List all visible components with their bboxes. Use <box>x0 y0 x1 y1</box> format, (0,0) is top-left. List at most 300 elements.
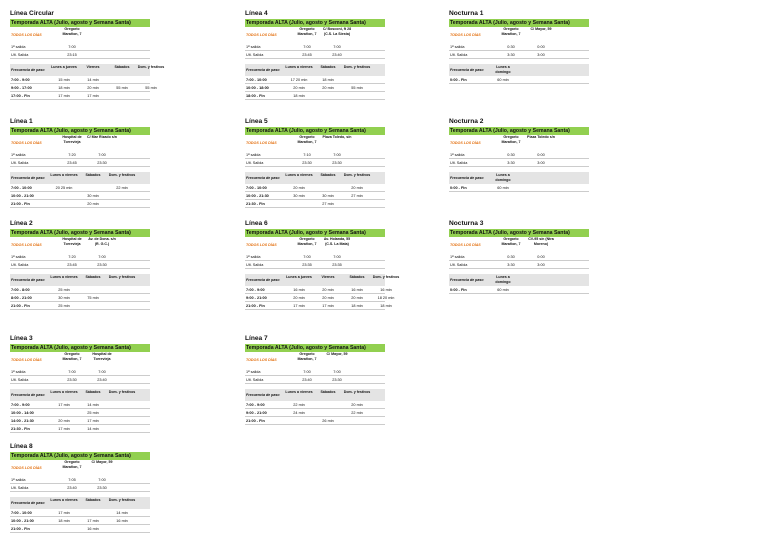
route-title: Línea 1 <box>10 118 33 125</box>
frequency-value: 25 min <box>58 303 70 308</box>
stop-name: Gregorio Marañon, 7 <box>62 460 82 469</box>
departure-time: 3:00 <box>537 52 545 57</box>
time-range: 10:00 - 21:00 <box>11 518 34 523</box>
departure-time: 7:00 <box>98 254 106 259</box>
time-range: 0:00 - Fin <box>450 287 467 292</box>
frequency-column-header: Dom. y festivos <box>108 173 136 177</box>
stop-name: Gregorio Marañon, 7 <box>297 352 317 361</box>
season-header: Temporada ALTA (Julio, agosto y Semana Santa) <box>449 229 589 237</box>
route-title: Nocturna 2 <box>449 118 484 125</box>
route-block <box>10 443 150 533</box>
frequency-column-header: Sábados <box>114 65 130 69</box>
stops-header <box>10 27 150 43</box>
time-range: 21:00 - Fin <box>246 303 265 308</box>
frequency-column-header: Sábados <box>349 275 365 279</box>
frequency-value: 20 min <box>351 185 363 190</box>
frequency-value: 27 min <box>351 193 363 198</box>
frequency-value: 22 min <box>293 402 305 407</box>
first-departure-row <box>245 151 385 159</box>
frequency-label: Frecuencia de paso <box>246 278 280 282</box>
frequency-row <box>245 417 385 425</box>
departure-time: 23:45 <box>67 262 77 267</box>
frequency-label: Frecuencia de paso <box>450 278 484 282</box>
frequency-value: 20 min <box>293 295 305 300</box>
time-range: 7:00 - 10:00 <box>11 185 32 190</box>
frequency-label: Frecuencia de paso <box>11 501 45 505</box>
frequency-header <box>245 172 385 184</box>
frequency-value: 55 min <box>351 85 363 90</box>
row-label: Ult. Salida <box>246 52 264 57</box>
frequency-row <box>10 294 150 302</box>
time-range: 7:00 - 9:00 <box>11 402 30 407</box>
route-block <box>449 118 589 192</box>
departure-time: 7:00 <box>333 254 341 259</box>
departure-time: 23:30 <box>302 160 312 165</box>
time-range: 14:00 - 21:30 <box>11 418 34 423</box>
frequency-value: 14 min <box>87 426 99 431</box>
row-label: Ult. Salida <box>11 485 29 490</box>
route-block <box>245 335 385 425</box>
row-label: 1ª salida <box>11 477 26 482</box>
departure-time: 23:35 <box>302 262 312 267</box>
frequency-label: Frecuencia de paso <box>11 176 45 180</box>
frequency-header <box>10 497 150 509</box>
last-departure-row <box>449 51 589 59</box>
departure-time: 0:30 <box>507 44 515 49</box>
time-range: 17:00 - Fin <box>11 93 30 98</box>
frequency-column-header: Dom. y festivos <box>372 275 400 279</box>
stop-name: Av. de Dona. s/n (R. G.C.) <box>88 237 116 246</box>
row-label: Ult. Salida <box>11 262 29 267</box>
time-range: 7:00 - 9:00 <box>11 77 30 82</box>
frequency-value: 30 min <box>322 193 334 198</box>
time-range: 10:00 - 18:00 <box>246 85 269 90</box>
frequency-value: 60 min <box>497 185 509 190</box>
route-title: Línea 5 <box>245 118 268 125</box>
frequency-value: 55 min <box>145 85 157 90</box>
departure-time: 23:35 <box>332 262 342 267</box>
time-range: 10:00 - 21:00 <box>11 193 34 198</box>
all-days-label: TODOS LOS DÍAS <box>11 33 42 37</box>
stops-header <box>10 460 150 476</box>
departure-time: 0:00 <box>537 44 545 49</box>
route-block <box>10 10 165 100</box>
departure-time: 3:00 <box>537 262 545 267</box>
stops-header <box>449 237 589 253</box>
route-block <box>449 220 589 294</box>
frequency-column-header: Dom. y festivos <box>137 65 165 69</box>
all-days-label: TODOS LOS DÍAS <box>246 33 277 37</box>
last-departure-row <box>245 51 385 59</box>
frequency-value: 18 min <box>58 85 70 90</box>
stop-name: Gregorio Marañon, 7 <box>297 27 317 36</box>
frequency-column-header: Lunes a domingo <box>495 275 511 284</box>
all-days-label: TODOS LOS DÍAS <box>11 141 42 145</box>
all-days-label: TODOS LOS DÍAS <box>450 243 481 247</box>
season-header: Temporada ALTA (Julio, agosto y Semana Santa) <box>10 344 150 352</box>
frequency-label: Frecuencia de paso <box>11 278 45 282</box>
departure-time: 7:00 <box>303 369 311 374</box>
route-title: Línea 2 <box>10 220 33 227</box>
departure-time: 7:20 <box>68 152 76 157</box>
frequency-value: 18 min <box>58 518 70 523</box>
frequency-row <box>10 401 150 409</box>
frequency-value: 20 min <box>322 85 334 90</box>
frequency-column-header: Lunes a viernes <box>50 275 78 279</box>
frequency-column-header: Lunes a domingo <box>495 65 511 74</box>
route-title: Línea 3 <box>10 335 33 342</box>
frequency-value: 17 min <box>58 426 70 431</box>
route-title: Línea 4 <box>245 10 268 17</box>
frequency-row <box>10 417 150 425</box>
route-title: Línea 8 <box>10 443 33 450</box>
route-block <box>449 10 589 84</box>
departure-time: 23:45 <box>67 160 77 165</box>
frequency-row <box>245 401 385 409</box>
season-header: Temporada ALTA (Julio, agosto y Semana Santa) <box>449 19 589 27</box>
departure-time: 7:00 <box>98 477 106 482</box>
frequency-header <box>245 64 385 76</box>
row-label: Ult. Salida <box>11 52 29 57</box>
row-label: 1ª salida <box>11 44 26 49</box>
stops-header <box>245 135 385 151</box>
stop-name: Gregorio Marañon, 7 <box>62 27 82 36</box>
frequency-row <box>245 302 392 310</box>
frequency-column-header: Lunes a viernes <box>50 390 78 394</box>
departure-time: 3:30 <box>507 160 515 165</box>
row-label: 1ª salida <box>450 44 465 49</box>
stops-header <box>245 237 385 253</box>
last-departure-row <box>10 376 150 384</box>
time-range: 0:00 - Fin <box>450 77 467 82</box>
frequency-value: 30 min <box>58 295 70 300</box>
time-range: 21:00 - Fin <box>246 418 265 423</box>
frequency-label: Frecuencia de paso <box>11 68 45 72</box>
row-label: 1ª salida <box>246 152 261 157</box>
first-departure-row <box>10 151 150 159</box>
frequency-value: 20 min <box>322 287 334 292</box>
frequency-row <box>245 76 385 84</box>
frequency-column-header: Sábados <box>85 173 101 177</box>
season-header: Temporada ALTA (Julio, agosto y Semana Santa) <box>10 127 150 135</box>
stop-name: C/ Mar Rizado s/n <box>87 135 117 139</box>
frequency-value: 17 min <box>58 402 70 407</box>
frequency-column-header: Sábados <box>85 498 101 502</box>
first-departure-row <box>245 43 385 51</box>
row-label: 1ª salida <box>11 254 26 259</box>
departure-time: 0:00 <box>537 254 545 259</box>
frequency-value: 18 min <box>351 303 363 308</box>
stops-header <box>245 27 385 43</box>
frequency-header <box>10 274 150 286</box>
stop-name: Plaza Toledo s/n <box>527 135 555 139</box>
row-label: 1ª salida <box>450 152 465 157</box>
frequency-column-header: Sábados <box>320 65 336 69</box>
frequency-row <box>10 409 150 417</box>
frequency-value: 27 min <box>322 201 334 206</box>
frequency-row <box>10 517 150 525</box>
departure-time: 7:00 <box>68 369 76 374</box>
departure-time: 23:40 <box>332 52 342 57</box>
route-block <box>245 10 385 100</box>
frequency-row <box>449 184 589 192</box>
all-days-label: TODOS LOS DÍAS <box>450 33 481 37</box>
stop-name: Gregorio Marañon, 7 <box>62 352 82 361</box>
last-departure-row <box>449 159 589 167</box>
departure-time: 7:00 <box>98 152 106 157</box>
stop-name: Av. Holanda, 55 (C.S. La Mata) <box>323 237 351 246</box>
departure-time: 0:30 <box>507 254 515 259</box>
season-header: Temporada ALTA (Julio, agosto y Semana Santa) <box>10 452 150 460</box>
frequency-value: 20 25 min <box>55 185 73 190</box>
frequency-label: Frecuencia de paso <box>246 176 280 180</box>
departure-time: 23:40 <box>97 377 107 382</box>
frequency-value: 17 min <box>322 303 334 308</box>
stop-name: C/ Mayor, 59 <box>530 27 552 31</box>
frequency-row <box>10 92 150 100</box>
stop-name: Gregorio Marañon, 7 <box>501 27 521 36</box>
route-title: Línea 6 <box>245 220 268 227</box>
departure-time: 7:00 <box>68 44 76 49</box>
stop-name: Hospital de Torrevieja <box>62 237 82 246</box>
departure-time: 7:10 <box>303 152 311 157</box>
frequency-value: 60 min <box>497 287 509 292</box>
frequency-row <box>10 192 150 200</box>
first-departure-row <box>10 368 150 376</box>
frequency-value: 20 min <box>351 295 363 300</box>
departure-time: 23:30 <box>97 262 107 267</box>
frequency-column-header: Lunes a viernes <box>50 498 78 502</box>
frequency-value: 24 min <box>293 410 305 415</box>
all-days-label: TODOS LOS DÍAS <box>11 243 42 247</box>
frequency-column-header: Lunes a jueves <box>286 275 312 279</box>
time-range: 21:00 - Fin <box>11 303 30 308</box>
last-departure-row <box>10 261 150 269</box>
frequency-value: 20 min <box>351 402 363 407</box>
row-label: Ult. Salida <box>450 262 468 267</box>
route-title: Línea Circular <box>10 10 54 17</box>
stop-name: Hospital de Torrevieja <box>92 352 112 361</box>
frequency-row <box>10 425 150 433</box>
frequency-value: 17 min <box>58 510 70 515</box>
time-range: 21:30 - Fin <box>246 201 265 206</box>
stop-name: Gregorio Marañon, 7 <box>501 237 521 246</box>
row-label: Ult. Salida <box>11 377 29 382</box>
last-departure-row <box>245 159 385 167</box>
departure-time: 23:40 <box>302 377 312 382</box>
frequency-row <box>10 76 150 84</box>
time-range: 7:00 - 10:00 <box>246 185 267 190</box>
first-departure-row <box>10 253 150 261</box>
frequency-column-header: Lunes a jueves <box>51 65 77 69</box>
frequency-row <box>10 509 150 517</box>
time-range: 10:00 - 21:30 <box>246 193 269 198</box>
season-header: Temporada ALTA (Julio, agosto y Semana Santa) <box>245 344 385 352</box>
first-departure-row <box>245 368 385 376</box>
frequency-row <box>10 525 150 533</box>
frequency-row <box>10 200 150 208</box>
frequency-row <box>245 192 385 200</box>
frequency-label: Frecuencia de paso <box>11 393 45 397</box>
time-range: 7:00 - 10:00 <box>11 510 32 515</box>
frequency-row <box>245 294 395 302</box>
frequency-label: Frecuencia de paso <box>246 393 280 397</box>
stop-name: CV-95 s/n (Ntra Moreno) <box>528 237 554 246</box>
frequency-value: 14 min <box>87 402 99 407</box>
frequency-value: 20 min <box>293 185 305 190</box>
frequency-column-header: Viernes <box>321 275 335 279</box>
frequency-value: 30 min <box>87 193 99 198</box>
stops-header <box>10 352 150 368</box>
frequency-row <box>449 286 589 294</box>
time-range: 8:00 - 21:00 <box>11 295 32 300</box>
row-label: Ult. Salida <box>450 52 468 57</box>
frequency-value: 15 min <box>58 77 70 82</box>
first-departure-row <box>449 253 589 261</box>
frequency-value: 25 min <box>58 287 70 292</box>
departure-time: 23:30 <box>332 377 342 382</box>
frequency-row <box>245 409 385 417</box>
frequency-label: Frecuencia de paso <box>450 68 484 72</box>
frequency-header <box>449 172 589 184</box>
frequency-value: 18 min <box>293 93 305 98</box>
row-label: Ult. Salida <box>450 160 468 165</box>
frequency-column-header: Dom. y festivos <box>343 65 371 69</box>
frequency-row <box>245 286 392 294</box>
frequency-value: 17 min <box>87 518 99 523</box>
frequency-row <box>10 302 150 310</box>
frequency-value: 25 min <box>87 410 99 415</box>
frequency-label: Frecuencia de paso <box>450 176 484 180</box>
frequency-value: 20 min <box>87 201 99 206</box>
frequency-value: 17 min <box>87 93 99 98</box>
frequency-value: 16 min <box>351 287 363 292</box>
frequency-value: 22 min <box>351 410 363 415</box>
all-days-label: TODOS LOS DÍAS <box>11 358 42 362</box>
frequency-value: 17 20 min <box>290 77 308 82</box>
row-label: 1ª salida <box>246 254 261 259</box>
frequency-value: 17 min <box>87 418 99 423</box>
all-days-label: TODOS LOS DÍAS <box>246 141 277 145</box>
time-range: 21:30 - Fin <box>11 426 30 431</box>
route-block <box>245 118 385 208</box>
frequency-row <box>10 184 150 192</box>
all-days-label: TODOS LOS DÍAS <box>246 243 277 247</box>
time-range: 9:00 - 17:00 <box>11 85 32 90</box>
departure-time: 23:15 <box>67 52 77 57</box>
stop-name: C/ Bosconi, ft 28 (C.S. La Siesta) <box>322 27 352 36</box>
departure-time: 23:30 <box>67 377 77 382</box>
time-range: 0:00 - Fin <box>450 185 467 190</box>
frequency-value: 17 min <box>293 303 305 308</box>
season-header: Temporada ALTA (Julio, agosto y Semana Santa) <box>245 127 385 135</box>
frequency-column-header: Lunes a domingo <box>495 173 511 182</box>
frequency-header <box>449 274 589 286</box>
stop-name: C/ Mayor, 59 <box>326 352 348 356</box>
frequency-column-header: Sábados <box>85 390 101 394</box>
frequency-column-header: Viernes <box>86 65 100 69</box>
frequency-value: 16 min <box>293 287 305 292</box>
frequency-column-header: Sábados <box>320 173 336 177</box>
frequency-row <box>10 84 157 92</box>
frequency-value: 17 min <box>58 93 70 98</box>
season-header: Temporada ALTA (Julio, agosto y Semana Santa) <box>245 19 385 27</box>
departure-time: 0:00 <box>537 152 545 157</box>
row-label: Ult. Salida <box>11 160 29 165</box>
first-departure-row <box>245 253 385 261</box>
frequency-header <box>10 389 150 401</box>
frequency-header <box>245 274 400 286</box>
frequency-column-header: Lunes a viernes <box>285 173 313 177</box>
row-label: Ult. Salida <box>246 377 264 382</box>
frequency-value: 16 min <box>116 518 128 523</box>
frequency-row <box>449 76 589 84</box>
stops-header <box>449 135 589 151</box>
season-header: Temporada ALTA (Julio, agosto y Semana Santa) <box>245 229 385 237</box>
first-departure-row <box>449 151 589 159</box>
frequency-value: 30 min <box>293 193 305 198</box>
frequency-row <box>245 92 385 100</box>
last-departure-row <box>10 51 150 59</box>
time-range: 7:00 - 10:00 <box>246 77 267 82</box>
time-range: 9:00 - 21:00 <box>246 410 267 415</box>
all-days-label: TODOS LOS DÍAS <box>450 141 481 145</box>
route-title: Nocturna 1 <box>449 10 484 17</box>
last-departure-row <box>245 376 385 384</box>
row-label: 1ª salida <box>11 152 26 157</box>
departure-time: 7:05 <box>68 477 76 482</box>
last-departure-row <box>10 159 150 167</box>
departure-time: 7:00 <box>303 44 311 49</box>
frequency-header <box>10 172 150 184</box>
season-header: Temporada ALTA (Julio, agosto y Semana Santa) <box>449 127 589 135</box>
time-range: 18:00 - Fin <box>246 93 265 98</box>
frequency-value: 16 min <box>87 526 99 531</box>
frequency-value: 20 min <box>293 85 305 90</box>
frequency-column-header: Lunes a viernes <box>50 173 78 177</box>
frequency-value: 14 min <box>87 77 99 82</box>
time-range: 10:00 - 14:00 <box>11 410 34 415</box>
all-days-label: TODOS LOS DÍAS <box>11 466 42 470</box>
frequency-column-header: Dom. y festivos <box>343 390 371 394</box>
frequency-header <box>449 64 589 76</box>
season-header: Temporada ALTA (Julio, agosto y Semana Santa) <box>10 229 150 237</box>
departure-time: 3:30 <box>507 52 515 57</box>
stop-name: Gregorio Marañon, 7 <box>501 135 521 144</box>
frequency-row <box>10 286 150 294</box>
departure-time: 23:30 <box>97 485 107 490</box>
route-block <box>10 220 150 310</box>
departure-time: 23:40 <box>67 485 77 490</box>
departure-time: 7:00 <box>333 152 341 157</box>
time-range: 7:00 - 9:00 <box>246 402 265 407</box>
frequency-column-header: Dom. y festivos <box>108 498 136 502</box>
departure-time: 3:00 <box>537 160 545 165</box>
frequency-value: 18 20 min <box>377 295 395 300</box>
route-block <box>10 118 150 208</box>
frequency-value: 20 min <box>58 418 70 423</box>
frequency-value: 26 min <box>322 418 334 423</box>
first-departure-row <box>10 476 150 484</box>
route-block <box>245 220 400 310</box>
last-departure-row <box>245 261 385 269</box>
first-departure-row <box>10 43 150 51</box>
frequency-column-header: Lunes a viernes <box>285 390 313 394</box>
frequency-header <box>245 389 385 401</box>
frequency-row <box>245 84 385 92</box>
stop-name: C/ Mayor, 59 <box>91 460 113 464</box>
frequency-column-header: Dom. y festivos <box>108 390 136 394</box>
